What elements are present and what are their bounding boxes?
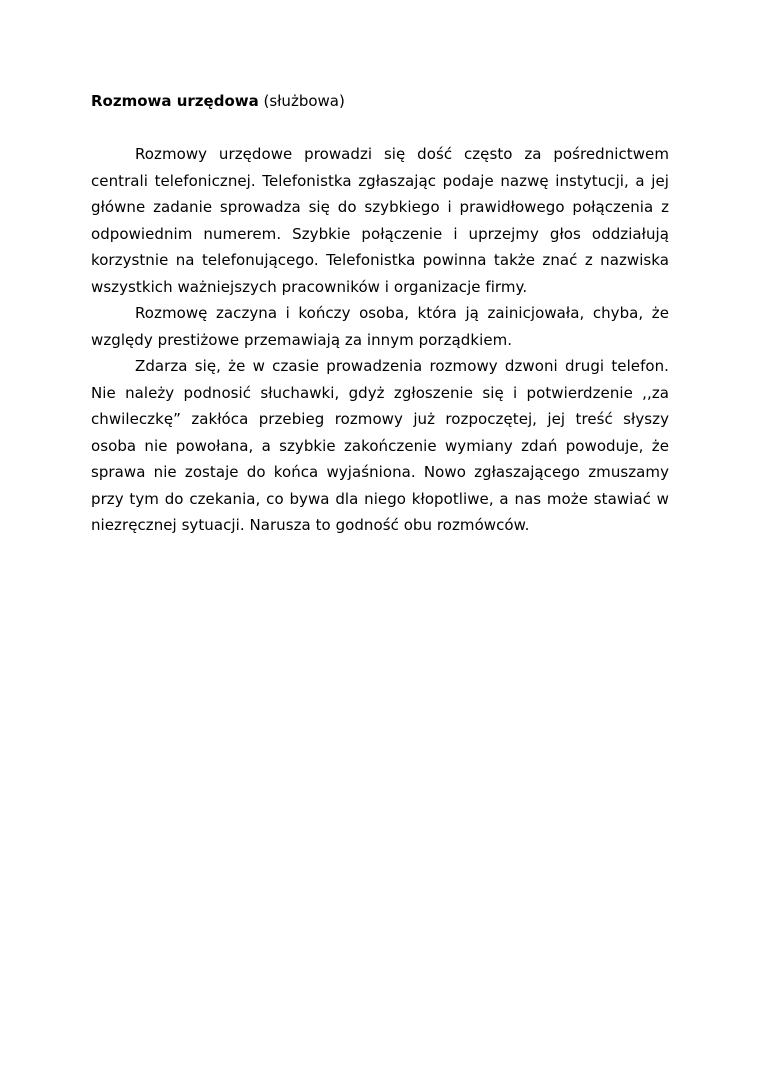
title-bold: Rozmowa urzędowa xyxy=(91,92,259,110)
paragraph: Rozmowę zaczyna i kończy osoba, która ją zainicjowała, chyba, że względy prestiżowe przemawiają za innym porządkiem. xyxy=(91,304,669,349)
paragraph: Zdarza się, że w czasie prowadzenia rozmowy dzwoni drugi telefon. Nie należy podnosić słuchawki, gdyż zgłoszenie się i potwierdzenie ,,za chwileczkę” zakłóca przebieg rozmowy już rozpoczętej, jej treść słyszy osoba nie powołana, a szybkie zakończenie wymiany zdań powoduje, że sprawa nie zostaje do końca wyjaśniona. Nowo zgłaszającego zmuszamy przy tym do czekania, co bywa dla niego kłopotliwe, a nas może stawiać w niezręcznej sytuacji. Narusza to godność obu rozmówców. xyxy=(91,357,669,534)
paragraph: Rozmowy urzędowe prowadzi się dość często za pośrednictwem centrali telefonicznej. Telefonistka zgłaszając podaje nazwę instytucji, a jej główne zadanie sprowadza się do szybkiego i prawidłowego połączenia z odpowiednim numerem. Szybkie połączenie i uprzejmy głos oddziałują korzystnie na telefonującego. Telefonistka powinna także znać z nazwiska wszystkich ważniejszych pracowników i organizacje firmy. xyxy=(91,145,669,296)
document-body xyxy=(91,88,669,539)
title-subtitle: (służbowa) xyxy=(258,92,345,110)
document-title xyxy=(91,88,669,114)
